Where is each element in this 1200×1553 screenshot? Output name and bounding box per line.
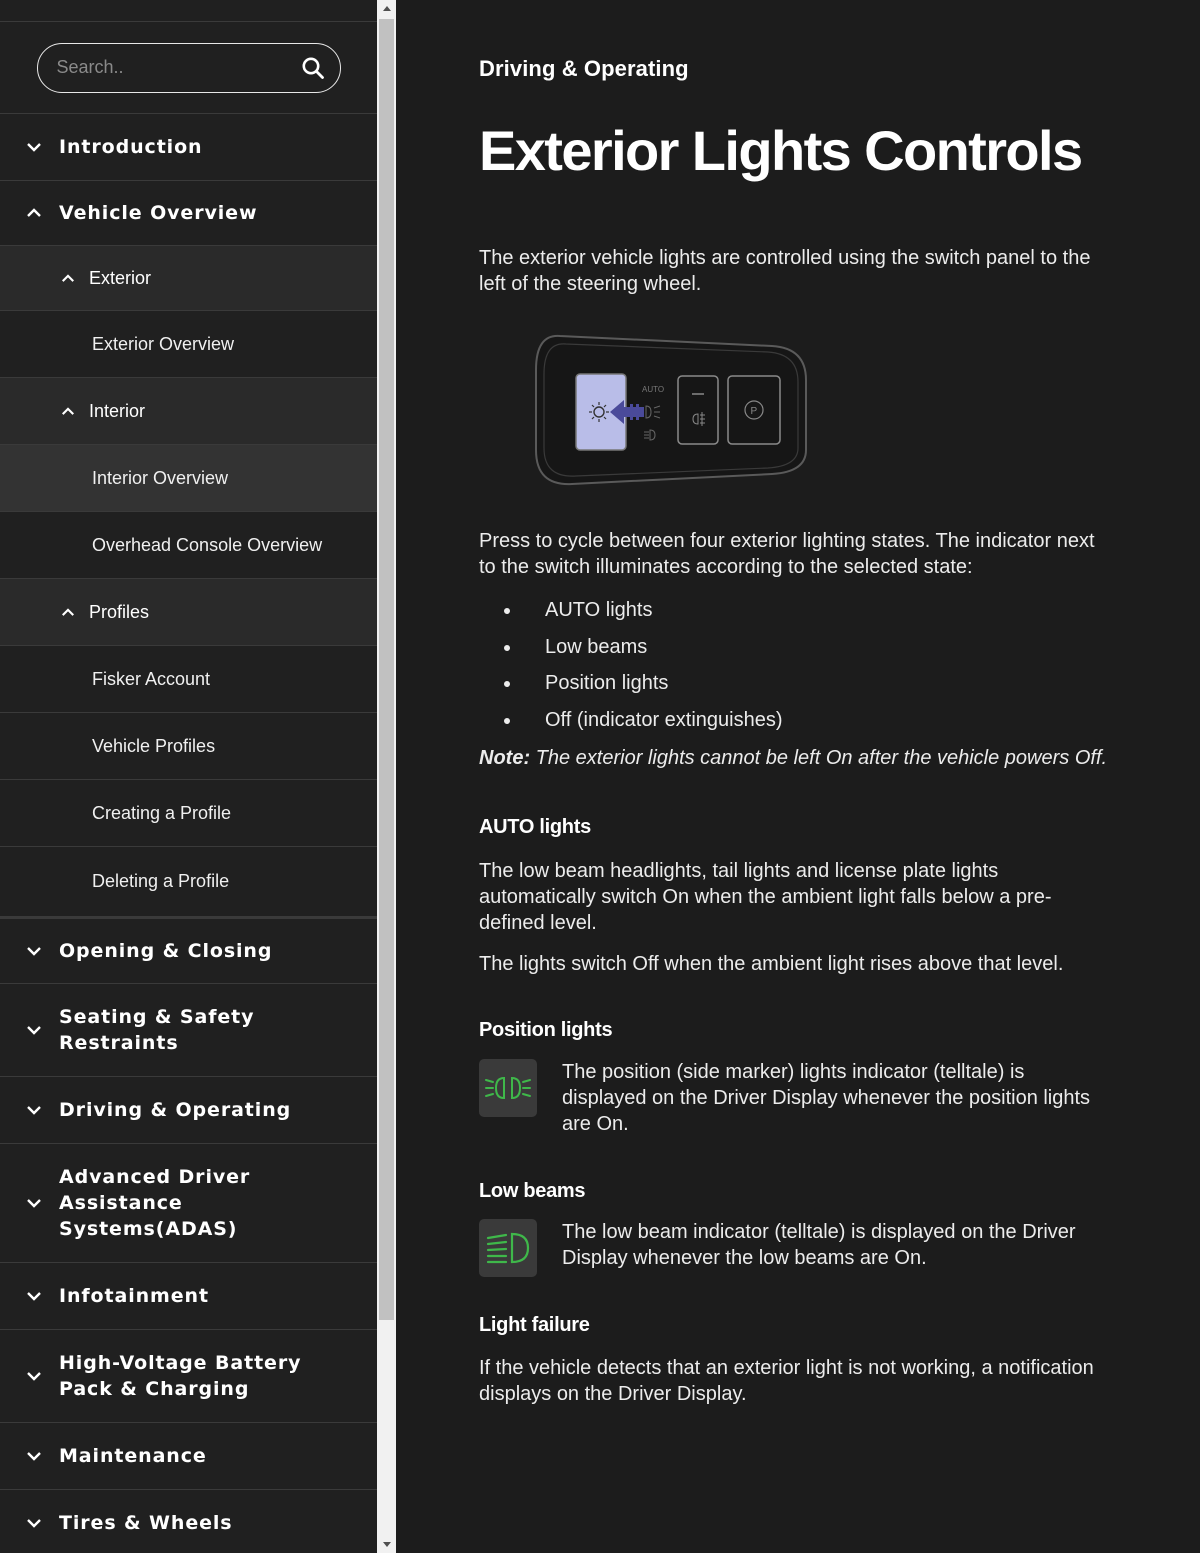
text-line: Display whenever the low beams are On. <box>562 1247 927 1269</box>
text-line: displays on the Driver Display. <box>479 1383 747 1405</box>
nav-item-introduction[interactable] <box>0 114 377 181</box>
low-beams-text <box>562 1219 1137 1271</box>
note-label: Note: <box>479 747 531 769</box>
list-item: AUTO lights <box>479 596 783 633</box>
position-lights-text <box>562 1059 1137 1137</box>
auto-lights-paragraph <box>479 858 1139 936</box>
nav-item-seating-safety[interactable] <box>0 984 377 1077</box>
nav-label: Vehicle Profiles <box>92 735 216 756</box>
nav-label: Exterior Overview <box>92 333 235 354</box>
text-line: The position (side marker) lights indicator (telltale) is <box>562 1061 1025 1083</box>
search-area <box>0 22 377 114</box>
chevron-down-icon <box>26 1102 42 1118</box>
nav-item-profiles[interactable] <box>0 579 377 646</box>
nav-label: Interior <box>89 400 146 421</box>
nav-item-deleting-profile[interactable] <box>0 847 377 917</box>
nav-label: Creating a Profile <box>92 802 232 823</box>
nav-label-line: Pack & Charging <box>59 1378 250 1400</box>
nav-item-driving-operating[interactable] <box>0 1077 377 1144</box>
main-content <box>396 0 1200 1553</box>
nav-item-creating-profile[interactable] <box>0 780 377 847</box>
list-item: Off (indicator extinguishes) <box>479 706 783 743</box>
nav-label: Vehicle Overview <box>59 202 258 224</box>
intro-paragraph <box>479 245 1139 297</box>
nav-label: Infotainment <box>59 1285 209 1307</box>
nav-label: Tires & Wheels <box>59 1512 233 1534</box>
nav-item-overhead-console-overview[interactable] <box>0 512 377 579</box>
chevron-down-icon <box>26 1515 42 1531</box>
text-line: are On. <box>562 1113 629 1135</box>
list-item: Low beams <box>479 633 783 670</box>
nav-label-line: Restraints <box>59 1032 179 1054</box>
sidebar-top-spacer <box>0 0 377 22</box>
nav-item-hv-battery[interactable] <box>0 1330 377 1423</box>
scroll-up-arrow-icon[interactable] <box>377 0 396 17</box>
nav-label: Fisker Account <box>92 668 211 689</box>
auto-lights-off-paragraph: The lights switch Off when the ambient light rises above that level. <box>479 953 1064 975</box>
breadcrumb[interactable]: Driving & Operating <box>479 56 689 81</box>
svg-text:P: P <box>750 406 758 417</box>
nav-label <box>59 1350 301 1402</box>
scrollbar-thumb[interactable] <box>379 19 394 1320</box>
nav-item-infotainment[interactable] <box>0 1263 377 1330</box>
nav-item-opening-closing[interactable] <box>0 917 377 984</box>
search-input[interactable] <box>57 57 300 78</box>
position-lights-telltale-icon <box>479 1059 537 1117</box>
nav-label-line: Seating & Safety <box>59 1006 255 1028</box>
text-line: to the switch illuminates according to the selected state: <box>479 556 973 578</box>
chevron-up-icon <box>60 604 76 620</box>
chevron-down-icon <box>26 943 42 959</box>
auto-lights-heading: AUTO lights <box>479 816 591 838</box>
chevron-up-icon <box>60 403 76 419</box>
text-line: The low beam headlights, tail lights and license plate lights <box>479 860 999 882</box>
chevron-down-icon <box>26 1288 42 1304</box>
note-text: The exterior lights cannot be left On after the vehicle powers Off. <box>530 747 1108 769</box>
chevron-up-icon <box>26 205 42 221</box>
nav-item-fisker-account[interactable] <box>0 646 377 713</box>
nav-item-interior[interactable] <box>0 378 377 445</box>
nav-label: Maintenance <box>59 1445 207 1467</box>
text-line: left of the steering wheel. <box>479 273 702 295</box>
switch-panel-illustration <box>532 332 812 488</box>
nav-item-exterior-overview[interactable] <box>0 311 377 378</box>
text-line: The low beam indicator (telltale) is displayed on the Driver <box>562 1221 1076 1243</box>
nav-item-adas[interactable] <box>0 1144 377 1263</box>
position-lights-heading: Position lights <box>479 1019 613 1041</box>
light-failure-paragraph <box>479 1355 1139 1407</box>
nav-label-line: Advanced Driver <box>59 1166 251 1188</box>
scroll-down-arrow-icon[interactable] <box>377 1536 396 1553</box>
nav-label: Driving & Operating <box>59 1099 292 1121</box>
search-box[interactable] <box>37 43 341 93</box>
text-line: Press to cycle between four exterior lighting states. The indicator next <box>479 530 1095 552</box>
light-failure-heading: Light failure <box>479 1314 590 1336</box>
page-title: Exterior Lights Controls <box>479 119 1082 182</box>
nav-label: Deleting a Profile <box>92 871 230 891</box>
nav-item-exterior[interactable] <box>0 246 377 311</box>
nav-label <box>59 1004 254 1056</box>
sidebar <box>0 0 377 1553</box>
nav-item-maintenance[interactable] <box>0 1423 377 1490</box>
chevron-down-icon <box>26 1195 42 1211</box>
chevron-down-icon <box>26 139 42 155</box>
nav-item-vehicle-overview[interactable] <box>0 181 377 246</box>
nav-label-line: Systems(ADAS) <box>59 1218 238 1240</box>
text-line: The exterior vehicle lights are controlled using the switch panel to the <box>479 247 1091 269</box>
low-beams-heading: Low beams <box>479 1180 586 1202</box>
nav-label: Opening & Closing <box>59 940 273 962</box>
text-line: If the vehicle detects that an exterior light is not working, a notification <box>479 1357 1094 1379</box>
press-paragraph <box>479 528 1139 580</box>
chevron-up-icon <box>60 270 76 286</box>
nav-item-interior-overview[interactable] <box>0 445 377 512</box>
chevron-down-icon <box>26 1022 42 1038</box>
nav-label-line: Assistance <box>59 1192 183 1214</box>
nav-label: Profiles <box>89 601 150 622</box>
text-line: defined level. <box>479 912 597 934</box>
chevron-down-icon <box>26 1368 42 1384</box>
lighting-states-list <box>479 596 783 742</box>
nav-label: Introduction <box>59 136 203 158</box>
nav-label-line: High-Voltage Battery <box>59 1352 302 1374</box>
nav-label <box>59 1164 250 1242</box>
nav-label: Interior Overview <box>92 467 229 488</box>
nav-item-vehicle-profiles[interactable] <box>0 713 377 780</box>
text-line: automatically switch On when the ambient light falls below a pre- <box>479 886 1052 908</box>
nav-label: Overhead Console Overview <box>92 534 323 555</box>
figure-auto-label: AUTO <box>642 385 665 394</box>
list-item: Position lights <box>479 669 783 706</box>
note <box>479 747 1107 770</box>
search-icon[interactable] <box>300 55 326 81</box>
sidebar-scrollbar[interactable] <box>377 0 396 1553</box>
nav-item-tires-wheels[interactable] <box>0 1490 377 1553</box>
low-beam-telltale-icon <box>479 1219 537 1277</box>
text-line: displayed on the Driver Display whenever the position lights <box>562 1087 1091 1109</box>
chevron-down-icon <box>26 1448 42 1464</box>
nav-label: Exterior <box>89 267 152 288</box>
